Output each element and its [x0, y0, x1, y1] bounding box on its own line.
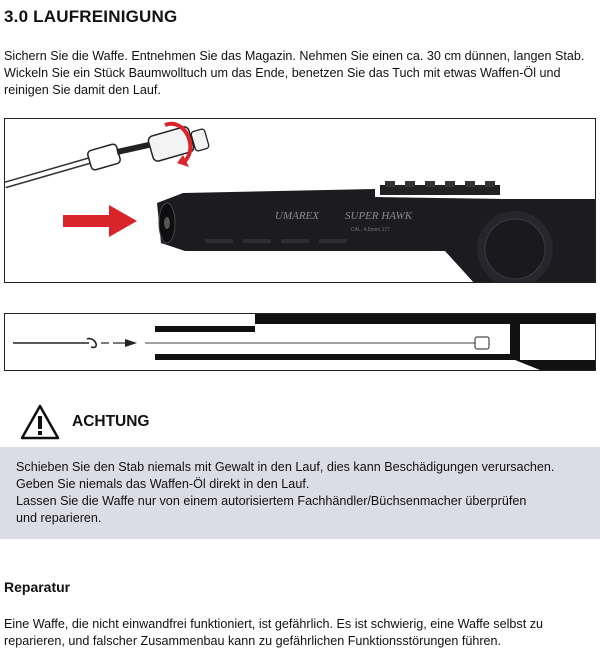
warning-text	[16, 459, 591, 527]
intro-line: reinigen Sie damit den Lauf.	[4, 83, 161, 97]
warning-line: und reparieren.	[16, 511, 102, 525]
warning-heading	[20, 402, 150, 442]
cleaning-illustration	[4, 118, 596, 283]
warning-line: Lassen Sie die Waffe nur von einem autorisiertem Fachhändler/Büchsenmacher überprüfen	[16, 494, 527, 508]
repair-paragraph	[4, 616, 594, 650]
insertion-arrow-icon	[63, 205, 137, 237]
cleaning-rod-icon	[5, 124, 209, 185]
brand-engraving: UMAREX	[275, 210, 319, 222]
section-title: 3.0 LAUFREINIGUNG	[4, 7, 178, 26]
repair-line: reparieren, und falscher Zusammenbau kann zu gefährlichen Funktionsstörungen führen.	[4, 634, 502, 648]
warning-triangle-icon	[20, 404, 60, 440]
revolver-barrel-icon	[5, 119, 596, 283]
intro-line: Wickeln Sie ein Stück Baumwolltuch um das Ende, benetzen Sie das Tuch mit etwas Waffen-Öl und	[4, 66, 561, 80]
cross-section-illustration	[4, 313, 596, 371]
cross-section-icon	[5, 314, 596, 371]
warning-label: ACHTUNG	[72, 413, 150, 430]
warning-box	[0, 447, 600, 539]
repair-heading: Reparatur	[4, 579, 71, 595]
warning-line: Schieben Sie den Stab niemals mit Gewalt in den Lauf, dies kann Beschädigungen verursachen.	[16, 460, 555, 474]
warning-line: Geben Sie niemals das Waffen-Öl direkt in den Lauf.	[16, 477, 310, 491]
intro-paragraph	[4, 48, 594, 99]
caliber-engraving: CAL. 4,5mm/.177	[351, 227, 390, 233]
model-engraving: SUPER HAWK	[345, 210, 413, 222]
repair-line: Eine Waffe, die nicht einwandfrei funktioniert, ist gefährlich. Es ist schwierig, eine Waffe selbst zu	[4, 617, 543, 631]
intro-line: Sichern Sie die Waffe. Entnehmen Sie das Magazin. Nehmen Sie einen ca. 30 cm dünnen, langen Stab.	[4, 49, 585, 63]
